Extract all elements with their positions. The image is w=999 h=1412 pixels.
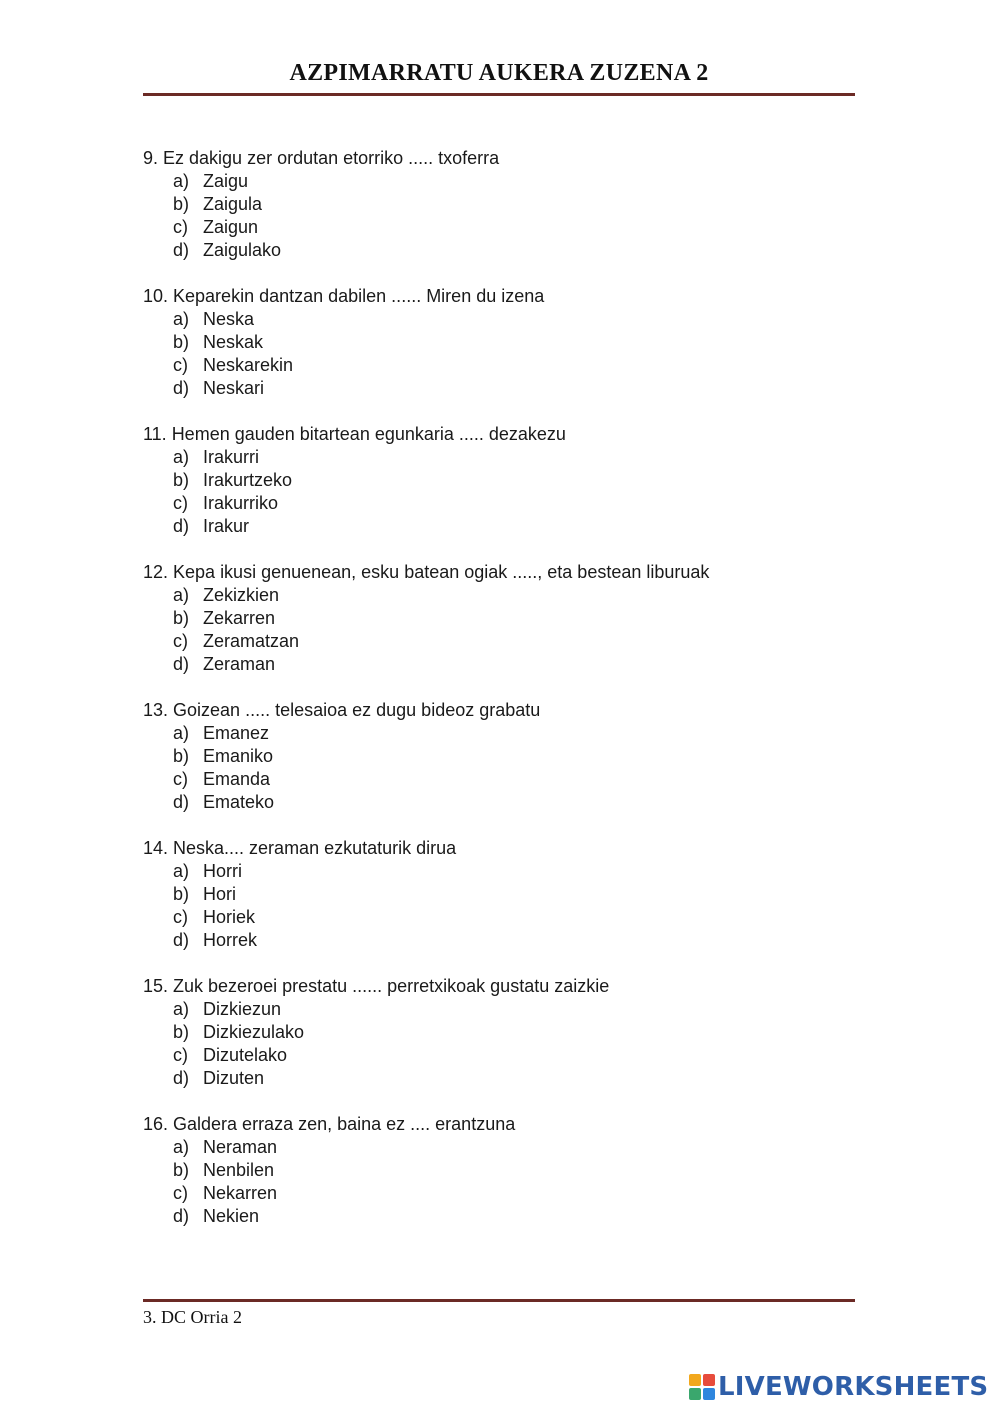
option-text: Zaigun: [203, 217, 259, 237]
answer-option[interactable]: [143, 1021, 855, 1044]
option-letter: c): [173, 217, 188, 237]
answer-option[interactable]: [143, 1136, 855, 1159]
option-letter: a): [173, 171, 190, 191]
answer-option[interactable]: [143, 170, 855, 193]
option-text: Dizuten: [203, 1068, 265, 1088]
option-letter: c): [173, 769, 188, 789]
question-item: [143, 285, 855, 400]
liveworksheets-logo-icon: [689, 1374, 715, 1400]
answer-option[interactable]: [143, 1205, 855, 1228]
answer-option[interactable]: [143, 883, 855, 906]
option-letter: b): [173, 194, 190, 214]
question-text: 15. Zuk bezeroei prestatu ...... perretxikoak gustatu zaizkie: [143, 976, 610, 996]
option-text: Neskak: [203, 332, 264, 352]
question-item: [143, 975, 855, 1090]
option-letter: c): [173, 1045, 188, 1065]
question-text: 11. Hemen gauden bitartean egunkaria ..... dezakezu: [143, 424, 566, 444]
option-letter: b): [173, 746, 190, 766]
option-text: Zaigu: [203, 171, 249, 191]
option-letter: b): [173, 470, 190, 490]
option-text: Dizutelako: [203, 1045, 288, 1065]
option-text: Horiek: [203, 907, 256, 927]
answer-option[interactable]: [143, 584, 855, 607]
option-text: Dizkiezun: [203, 999, 282, 1019]
option-letter: d): [173, 792, 190, 812]
question-list: [143, 147, 855, 1251]
logo-square-3: [689, 1388, 701, 1400]
option-text: Zekizkien: [203, 585, 280, 605]
page-footer: 3. DC Orria 2: [143, 1307, 242, 1327]
answer-option[interactable]: [143, 492, 855, 515]
question-item: [143, 837, 855, 952]
answer-options: [143, 998, 855, 1090]
option-letter: a): [173, 999, 190, 1019]
answer-options: [143, 860, 855, 952]
answer-options: [143, 584, 855, 676]
option-text: Dizkiezulako: [203, 1022, 305, 1042]
option-text: Nenbilen: [203, 1160, 275, 1180]
option-text: Nekarren: [203, 1183, 278, 1203]
option-text: Zaigulako: [203, 240, 282, 260]
logo-square-2: [703, 1374, 715, 1386]
question-item: [143, 423, 855, 538]
answer-option[interactable]: [143, 1159, 855, 1182]
answer-option[interactable]: [143, 216, 855, 239]
option-text: Irakurri: [203, 447, 260, 467]
option-letter: c): [173, 493, 188, 513]
option-letter: b): [173, 884, 190, 904]
option-text: Zeramatzan: [203, 631, 300, 651]
answer-option[interactable]: [143, 1067, 855, 1090]
option-text: Neraman: [203, 1137, 278, 1157]
option-letter: a): [173, 861, 190, 881]
answer-option[interactable]: [143, 791, 855, 814]
option-letter: d): [173, 654, 190, 674]
question-item: [143, 699, 855, 814]
question-text: 14. Neska.... zeraman ezkutaturik dirua: [143, 838, 457, 858]
question-text: 9. Ez dakigu zer ordutan etorriko ..... txoferra: [143, 148, 500, 168]
option-text: Neskarekin: [203, 355, 294, 375]
page-title: AZPIMARRATU AUKERA ZUZENA 2: [289, 60, 709, 86]
footer-rule: [143, 1299, 855, 1302]
option-text: Neska: [203, 309, 255, 329]
answer-option[interactable]: [143, 331, 855, 354]
option-letter: d): [173, 240, 190, 260]
option-text: Zekarren: [203, 608, 276, 628]
option-text: Hori: [203, 884, 237, 904]
option-letter: a): [173, 1137, 190, 1157]
question-text: 13. Goizean ..... telesaioa ez dugu bideoz grabatu: [143, 700, 541, 720]
option-text: Emaniko: [203, 746, 274, 766]
option-letter: a): [173, 447, 190, 467]
option-letter: d): [173, 1068, 190, 1088]
option-letter: c): [173, 631, 188, 651]
option-letter: b): [173, 1160, 190, 1180]
answer-option[interactable]: [143, 722, 855, 745]
logo-square-1: [689, 1374, 701, 1386]
answer-option[interactable]: [143, 768, 855, 791]
answer-option[interactable]: [143, 469, 855, 492]
answer-option[interactable]: [143, 998, 855, 1021]
answer-option[interactable]: [143, 653, 855, 676]
option-text: Irakurtzeko: [203, 470, 293, 490]
question-text: 16. Galdera erraza zen, baina ez .... erantzuna: [143, 1114, 516, 1134]
option-letter: d): [173, 1206, 190, 1226]
question-item: [143, 1113, 855, 1228]
answer-option[interactable]: [143, 515, 855, 538]
option-letter: d): [173, 516, 190, 536]
option-letter: a): [173, 723, 190, 743]
answer-options: [143, 1136, 855, 1228]
answer-option[interactable]: [143, 630, 855, 653]
option-text: Zeraman: [203, 654, 276, 674]
option-text: Horrek: [203, 930, 258, 950]
answer-options: [143, 308, 855, 400]
option-letter: d): [173, 378, 190, 398]
answer-option[interactable]: [143, 745, 855, 768]
liveworksheets-logo: [689, 1372, 988, 1402]
answer-option[interactable]: [143, 377, 855, 400]
option-text: Emanda: [203, 769, 271, 789]
answer-option[interactable]: [143, 239, 855, 262]
option-text: Irakurriko: [203, 493, 279, 513]
option-letter: b): [173, 1022, 190, 1042]
question-text: 10. Keparekin dantzan dabilen ...... Miren du izena: [143, 286, 545, 306]
option-letter: d): [173, 930, 190, 950]
answer-option[interactable]: [143, 308, 855, 331]
header-rule: [143, 93, 855, 96]
answer-option[interactable]: [143, 446, 855, 469]
option-text: Nekien: [203, 1206, 260, 1226]
answer-option[interactable]: [143, 354, 855, 377]
answer-option[interactable]: [143, 906, 855, 929]
answer-options: [143, 446, 855, 538]
option-letter: b): [173, 332, 190, 352]
option-letter: c): [173, 907, 188, 927]
option-text: Emanez: [203, 723, 270, 743]
answer-options: [143, 722, 855, 814]
logo-text: LIVEWORKSHEETS: [718, 1372, 989, 1402]
question-item: [143, 147, 855, 262]
option-text: Neskari: [203, 378, 265, 398]
option-text: Emateko: [203, 792, 275, 812]
answer-option[interactable]: [143, 929, 855, 952]
answer-option[interactable]: [143, 193, 855, 216]
option-letter: c): [173, 1183, 188, 1203]
question-item: [143, 561, 855, 676]
option-letter: b): [173, 608, 190, 628]
option-letter: c): [173, 355, 188, 375]
option-text: Zaigula: [203, 194, 263, 214]
question-text: 12. Kepa ikusi genuenean, esku batean ogiak ....., eta bestean liburuak: [143, 562, 710, 582]
answer-option[interactable]: [143, 607, 855, 630]
option-text: Irakur: [203, 516, 250, 536]
logo-square-4: [703, 1388, 715, 1400]
option-letter: a): [173, 309, 190, 329]
answer-option[interactable]: [143, 1182, 855, 1205]
answer-option[interactable]: [143, 1044, 855, 1067]
option-letter: a): [173, 585, 190, 605]
answer-option[interactable]: [143, 860, 855, 883]
answer-options: [143, 170, 855, 262]
option-text: Horri: [203, 861, 242, 881]
